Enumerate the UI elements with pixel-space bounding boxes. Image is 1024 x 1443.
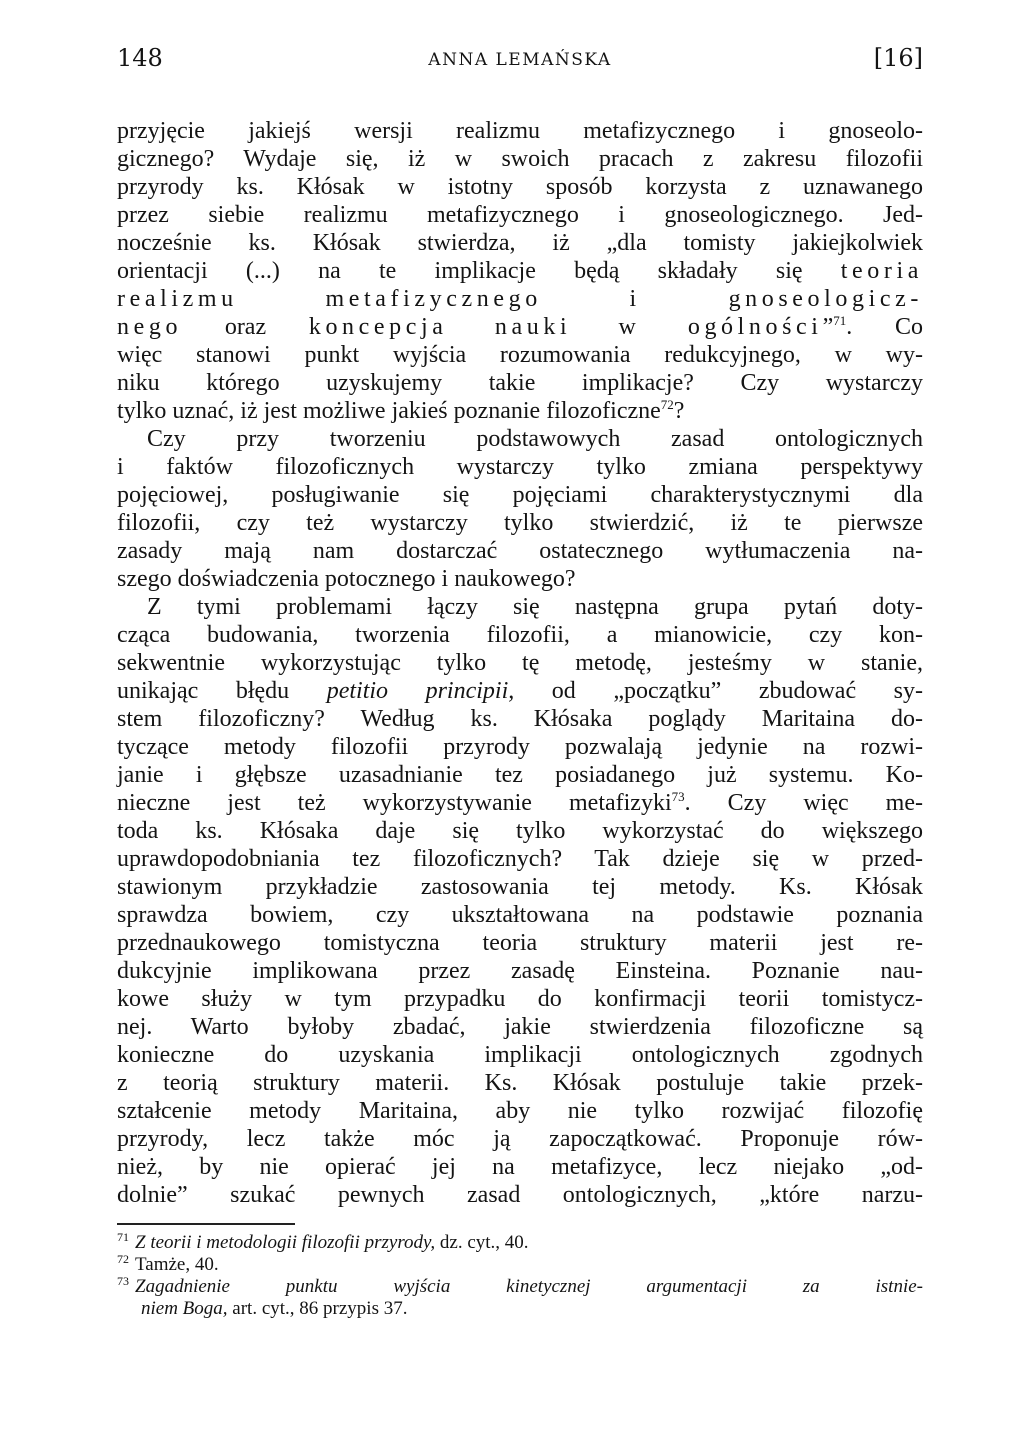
text-line [117, 649, 923, 677]
text-line [117, 341, 923, 369]
italic-text: Zagadnienie punktu wyjścia kinetycznej argumentacji za istnie- [135, 1276, 923, 1297]
text-segment: nej. Warto byłoby zbadać, jakie stwierdzenia filozoficzne są [117, 1014, 923, 1040]
text-segment: zasady mają nam dostarczać ostatecznego wytłumaczenia na- [117, 538, 923, 564]
text-line [117, 1069, 923, 1097]
footnote-ref: 72 [660, 397, 674, 412]
italic-text: niem Boga, [141, 1298, 228, 1319]
text-segment: sprawdza bowiem, czy ukształtowana na podstawie poznania [117, 902, 923, 928]
page-number: 148 [117, 44, 163, 72]
text-line [117, 1181, 923, 1209]
text-line [117, 285, 923, 313]
text-segment: stawionym przykładzie zastosowania tej metody. Ks. Kłósak [117, 874, 923, 900]
text-line [117, 1153, 923, 1181]
text-line [117, 621, 923, 649]
text-segment: orientacji (...) na te implikacje będą składały się [117, 258, 841, 284]
text-segment: nocześnie ks. Kłósak stwierdza, iż „dla tomisty jakiejkolwiek [117, 230, 923, 256]
text-line [117, 761, 923, 789]
text-segment: przyjęcie jakiejś wersji realizmu metafizycznego i gnoseolo- [117, 118, 923, 144]
text-segment: przednaukowego tomistyczna teoria struktury materii jest re- [117, 930, 923, 956]
text-line [117, 817, 923, 845]
text-segment: gicznego? Wydaje się, iż w swoich pracach z zakresu filozofii [117, 146, 923, 172]
text-line [117, 1125, 923, 1153]
text-segment: toda ks. Kłósaka daje się tylko wykorzystać do większego [117, 818, 923, 844]
text-line [117, 985, 923, 1013]
text-line [117, 565, 923, 593]
text-line [117, 257, 923, 285]
spaced-text: nego [117, 314, 183, 340]
text-line [117, 789, 923, 817]
text-segment: Czy przy tworzeniu podstawowych zasad ontologicznych [147, 426, 923, 452]
spaced-text: koncepcja nauki w ogólności [308, 314, 823, 340]
text-line [117, 845, 923, 873]
text-line [117, 481, 923, 509]
text-line [117, 509, 923, 537]
footnote-rule [117, 1223, 295, 1225]
text-line [117, 453, 923, 481]
text-segment: przyrody ks. Kłósak w istotny sposób korzysta z uznawanego [117, 174, 923, 200]
text-line [117, 705, 923, 733]
text-line [117, 397, 923, 425]
text-segment: uprawdopodobniania tez filozoficznych? Tak dzieje się w przed- [117, 846, 923, 872]
footnotes [117, 1229, 923, 1320]
footnote [117, 1298, 923, 1320]
text-segment: więc stanowi punkt wyjścia rozumowania redukcyjnego, w wy- [117, 342, 923, 368]
text-segment: . Co [846, 314, 923, 340]
text-segment: przyrody, lecz także móc ją zapoczątkować. Proponuje rów- [117, 1126, 923, 1152]
text-segment: konieczne do uzyskania implikacji ontologicznych zgodnych [117, 1042, 923, 1068]
footnote-number: 73 [117, 1273, 129, 1288]
text-line [117, 229, 923, 257]
text-segment: ształcenie metody Maritaina, aby nie tylko rozwijać filozofię [117, 1098, 923, 1124]
text-line [117, 957, 923, 985]
text-line [117, 369, 923, 397]
text-segment: Z tymi problemami łączy się następna grupa pytań doty- [147, 594, 923, 620]
italic-text: petitio principii, [326, 678, 515, 704]
text-segment: sekwentnie wykorzystując tylko tę metodę, jesteśmy w stanie, [117, 650, 923, 676]
text-line [117, 677, 923, 705]
text-segment: cząca budowania, tworzenia filozofii, a mianowicie, czy kon- [117, 622, 923, 648]
footnote [117, 1273, 923, 1298]
text-segment: niku którego uzyskujemy takie implikacje? Czy wystarczy [117, 370, 923, 396]
text-segment: tyczące metody filozofii przyrody pozwalają jedynie na rozwi- [117, 734, 923, 760]
text-segment: ” [822, 314, 834, 340]
text-segment: janie i głębsze uzasadnianie tez posiadanego już systemu. Ko- [117, 762, 923, 788]
text-segment: dukcyjnie implikowana przez zasadę Einsteina. Poznanie nau- [117, 958, 923, 984]
footnote-ref: 73 [671, 789, 685, 804]
text-segment: i faktów filozoficznych wystarczy tylko zmiana perspektywy [117, 454, 923, 480]
text-segment: tylko uznać, iż jest możliwe jakieś poznanie filozoficzne [117, 398, 661, 424]
text-segment: filozofii, czy też wystarczy tylko stwierdzić, iż te pierwsze [117, 510, 923, 536]
text-segment: Tamże, 40. [135, 1254, 219, 1275]
text-line [117, 873, 923, 901]
text-line [117, 145, 923, 173]
running-header [117, 44, 923, 84]
text-line [117, 313, 923, 341]
text-segment: przez siebie realizmu metafizycznego i gnoseologicznego. Jed- [117, 202, 923, 228]
text-segment: dolnie” szukać pewnych zasad ontologicznych, „które narzu- [117, 1182, 923, 1208]
footnote [117, 1251, 923, 1276]
body-text [117, 117, 923, 1209]
text-segment: szego doświadczenia potocznego i naukowego? [117, 566, 576, 592]
text-segment: dz. cyt., 40. [435, 1232, 529, 1253]
text-segment: nieczne jest też wykorzystywanie metafizyki [117, 790, 672, 816]
text-segment: . Czy więc me- [684, 790, 923, 816]
text-line [117, 537, 923, 565]
text-line [117, 901, 923, 929]
text-segment: kowe służy w tym przypadku do konfirmacji teorii tomistycz- [117, 986, 923, 1012]
text-segment: stem filozoficzny? Według ks. Kłósaka poglądy Maritaina do- [117, 706, 923, 732]
footnote-number: 72 [117, 1251, 129, 1266]
footnote-ref: 71 [833, 313, 847, 328]
text-segment: pojęciowej, posługiwanie się pojęciami charakterystycznymi dla [117, 482, 923, 508]
spaced-text: realizmu metafizycznego i gnoseologicz- [117, 286, 923, 312]
text-segment: od „początku” zbudować sy- [514, 678, 923, 704]
text-segment: nież, by nie opierać jej na metafizyce, lecz niejako „od- [117, 1154, 923, 1180]
text-segment: unikając błędu [117, 678, 327, 704]
text-line [117, 1097, 923, 1125]
running-title: ANNA LEMAŃSKA [428, 50, 612, 70]
text-line [117, 1013, 923, 1041]
text-segment: art. cyt., 86 przypis 37. [227, 1298, 408, 1319]
text-segment: ? [673, 398, 685, 424]
footnote-number: 71 [117, 1229, 129, 1244]
text-segment: oraz [182, 314, 309, 340]
italic-text: Z teorii i metodologii filozofii przyrody, [135, 1232, 436, 1253]
text-line [117, 173, 923, 201]
text-line [117, 733, 923, 761]
text-line [117, 425, 923, 453]
text-line [117, 117, 923, 145]
footnote [117, 1229, 923, 1254]
text-line [117, 1041, 923, 1069]
section-number: [16] [873, 44, 923, 72]
spaced-text: teoria [840, 258, 923, 284]
text-line [117, 929, 923, 957]
text-segment: z teorią struktury materii. Ks. Kłósak postuluje takie przek- [117, 1070, 923, 1096]
text-line [117, 201, 923, 229]
text-line [117, 593, 923, 621]
